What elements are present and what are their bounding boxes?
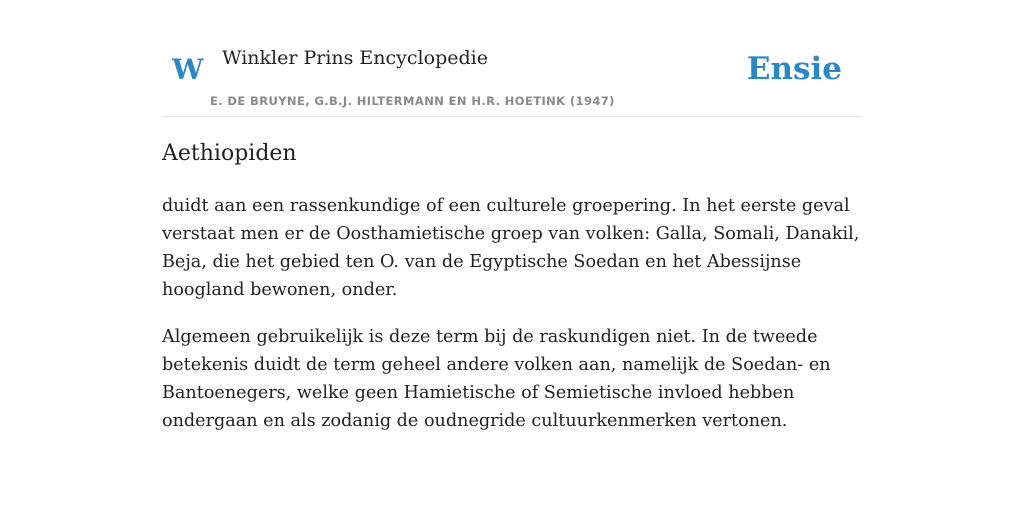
site-header	[162, 0, 862, 117]
article-paragraph: duidt aan een rassenkundige of een culturele groepering. In het eerste geval verstaat men er de Oosthamietische groep van volken: Galla, Somali, Danakil, Beja, die het gebied ten O. van de Egyptische Soedan en het Abessijnse hoogland bewonen, onder.	[162, 196, 860, 300]
article-title: Aethiopiden	[162, 141, 297, 166]
ensie-logo-link[interactable]: Ensie	[746, 51, 842, 87]
article-paragraph: Algemeen gebruikelijk is deze term bij de raskundigen niet. In de tweede betekenis duidt de term geheel andere volken aan, namelijk de Soedan- en Bantoenegers, welke geen Hamietische of Semietische invloed hebben ondergaan en als zodanig de oudnegride cultuurkenmerken vertonen.	[162, 327, 831, 431]
site-title[interactable]: Winkler Prins Encyclopedie	[222, 47, 488, 69]
winkler-prins-logo[interactable]: W	[172, 53, 204, 86]
byline: E. DE BRUYNE, G.B.J. HILTERMANN EN H.R. HOETINK (1947)	[210, 94, 615, 108]
page	[162, 0, 862, 431]
